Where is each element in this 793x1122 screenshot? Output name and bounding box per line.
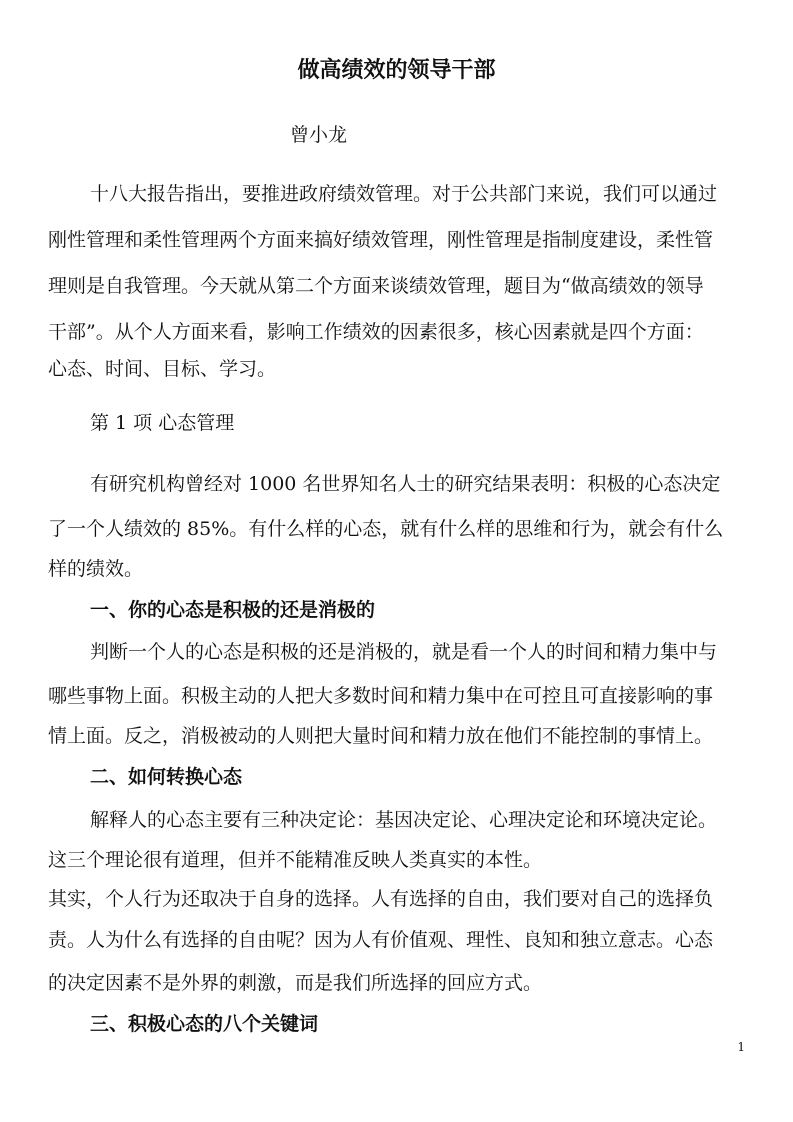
- intro-line: 心态、时间、目标、学习。: [48, 358, 277, 380]
- section-paragraph-line: 样的绩效。: [48, 558, 144, 580]
- subsection-paragraph-line: 判断一个人的心态是积极的还是消极的，就是看一个人的时间和精力集中与: [90, 641, 718, 663]
- subsection-paragraph-line: 哪些事物上面。积极主动的人把大多数时间和精力集中在可控且可直接影响的事: [48, 685, 714, 707]
- subsection-paragraph-line: 情上面。反之，消极被动的人则把大量时间和精力放在他们不能控制的事情上。: [48, 725, 714, 747]
- subsection-paragraph-line: 解释人的心态主要有三种决定论：基因决定论、心理决定论和环境决定论。: [90, 809, 718, 831]
- subsection-paragraph-line: 责。人为什么有选择的自由呢？因为人有价值观、理性、良知和独立意志。心态: [48, 929, 714, 951]
- intro-line: 理则是自我管理。今天就从第二个方面来谈绩效管理，题目为“做高绩效的领导: [48, 275, 704, 297]
- intro-line: 干部”。从个人方面来看，影响工作绩效的因素很多，核心因素就是四个方面：: [48, 321, 704, 343]
- section-paragraph-line: 有研究机构曾经对 1000 名世界知名人士的研究结果表明：积极的心态决定: [90, 473, 721, 495]
- page-number: 1: [737, 1040, 745, 1054]
- subsection-heading: 一、你的心态是积极的还是消极的: [90, 599, 376, 621]
- intro-line: 十八大报告指出，要推进政府绩效管理。对于公共部门来说，我们可以通过: [90, 183, 718, 205]
- subsection-paragraph-line: 的决定因素不是外界的刺激，而是我们所选择的回应方式。: [48, 972, 543, 994]
- subsection-heading: 二、如何转换心态: [90, 766, 243, 788]
- subsection-paragraph-line: 这三个理论很有道理，但并不能精准反映人类真实的本性。: [48, 849, 543, 871]
- intro-line: 刚性管理和柔性管理两个方面来搞好绩效管理，刚性管理是指制度建设，柔性管: [48, 229, 714, 251]
- subsection-heading: 三、积极心态的八个关键词: [90, 1013, 319, 1035]
- subsection-paragraph-line: 其实，个人行为还取决于自身的选择。人有选择的自由，我们要对自己的选择负: [48, 888, 714, 910]
- document-title: 做高绩效的领导干部: [297, 57, 496, 83]
- section-heading: 第 1 项 心态管理: [90, 412, 235, 434]
- section-paragraph-line: 了一个人绩效的 85%。有什么样的心态，就有什么样的思维和行为，就会有什么: [48, 518, 724, 540]
- author-name: 曾小龙: [290, 124, 348, 146]
